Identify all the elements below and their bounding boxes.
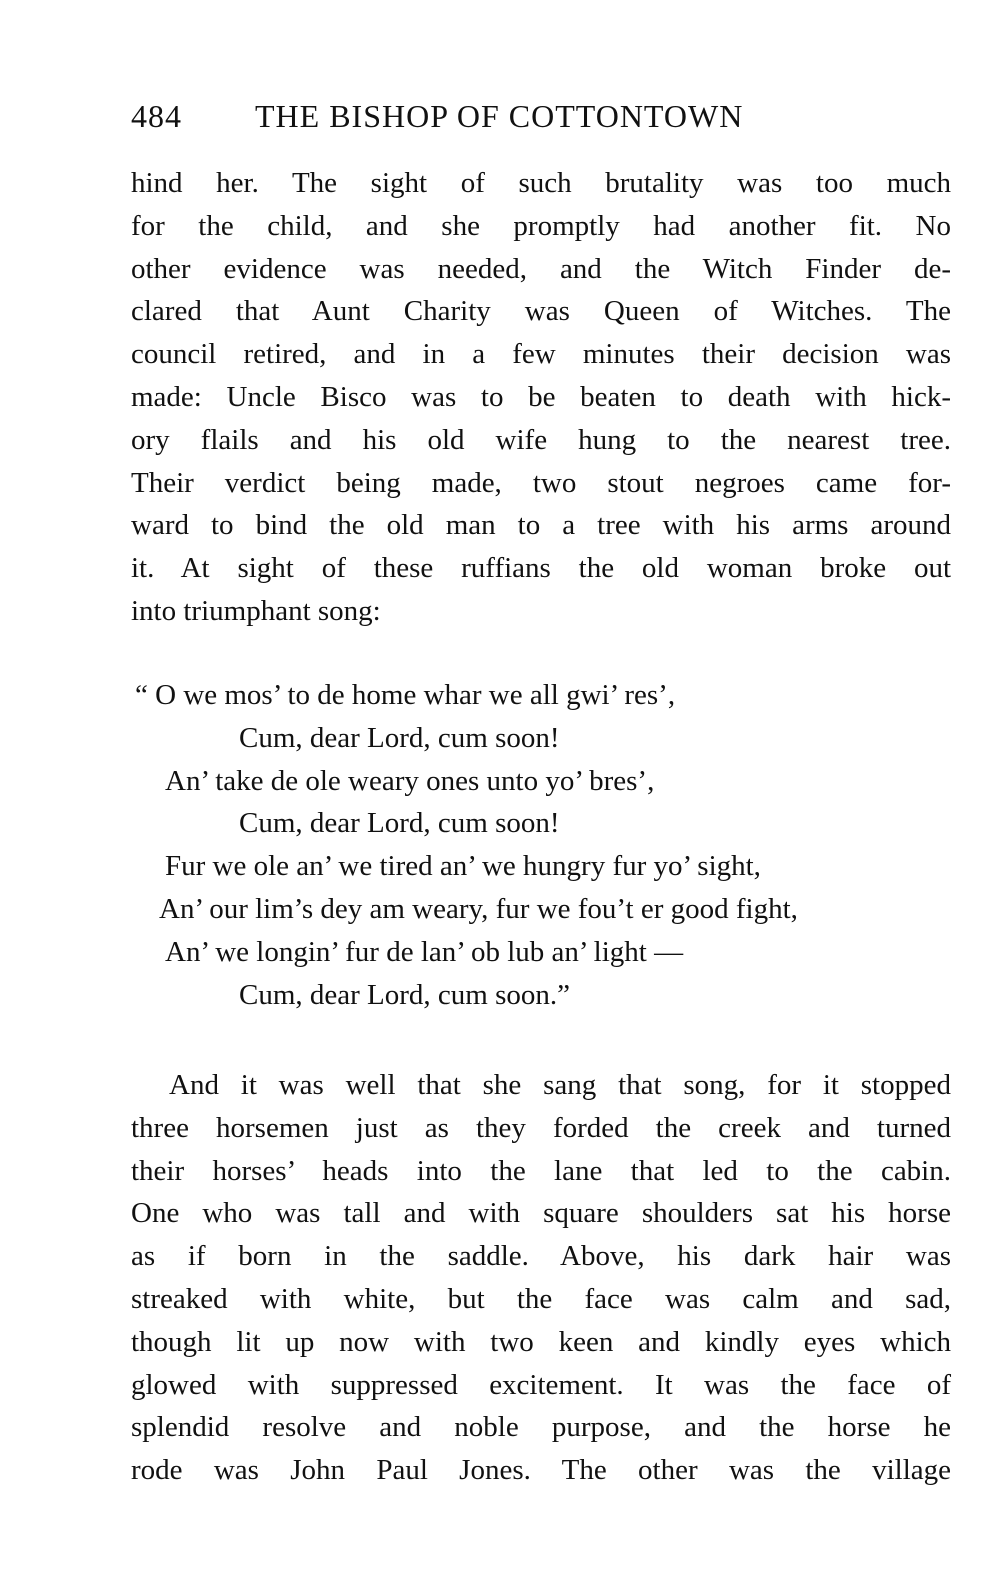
text-line: clared that Aunt Charity was Queen of Witches. The — [131, 295, 951, 328]
paragraph-1 — [131, 162, 951, 633]
running-head — [131, 98, 951, 138]
verse-line: “ O we mos’ to de home whar we all gwi’ res’, — [135, 679, 676, 711]
text-line: hind her. The sight of such brutality was too much — [131, 167, 951, 199]
paragraph-2 — [131, 1064, 951, 1492]
verse-line: An’ we longin’ fur de lan’ ob lub an’ light — — [165, 935, 684, 968]
text-line: splendid resolve and noble purpose, and the horse he — [131, 1411, 951, 1444]
text-line: it. At sight of these ruffians the old woman broke out — [131, 552, 951, 585]
text-line: glowed with suppressed excitement. It was the face of — [131, 1368, 951, 1401]
text-line: their horses’ heads into the lane that led to the cabin. — [131, 1154, 951, 1187]
text-line: though lit up now with two keen and kindly eyes which — [131, 1325, 951, 1358]
text-line: And it was well that she sang that song, for it stopped — [169, 1069, 951, 1101]
text-line: for the child, and she promptly had another fit. No — [131, 209, 951, 242]
verse-line: An’ take de ole weary ones unto yo’ bres’, — [165, 764, 655, 797]
text-line: made: Uncle Bisco was to be beaten to death with hick- — [131, 380, 951, 413]
text-line: One who was tall and with square shoulders sat his horse — [131, 1197, 951, 1230]
text-line: as if born in the saddle. Above, his dark hair was — [131, 1240, 951, 1273]
verse-refrain: Cum, dear Lord, cum soon.” — [239, 978, 571, 1011]
text-line: ward to bind the old man to a tree with his arms around — [131, 509, 951, 542]
song-verse — [135, 674, 955, 1016]
text-line: other evidence was needed, and the Witch Finder de- — [131, 252, 951, 285]
text-line: ory flails and his old wife hung to the nearest tree. — [131, 423, 951, 456]
verse-line: An’ our lim’s dey am weary, fur we fou’t er good fight, — [159, 892, 798, 925]
verse-refrain: Cum, dear Lord, cum soon! — [239, 807, 560, 840]
text-line: council retired, and in a few minutes their decision was — [131, 338, 951, 371]
running-title: THE BISHOP OF COTTONTOWN — [255, 98, 744, 134]
text-line: into triumphant song: — [131, 594, 381, 627]
verse-line: Fur we ole an’ we tired an’ we hungry fur yo’ sight, — [165, 850, 761, 883]
text-line: rode was John Paul Jones. The other was the village — [131, 1454, 951, 1487]
verse-refrain: Cum, dear Lord, cum soon! — [239, 721, 560, 754]
text-line: Their verdict being made, two stout negroes came for- — [131, 466, 951, 499]
text-line: three horsemen just as they forded the creek and turned — [131, 1111, 951, 1144]
page-number: 484 — [131, 98, 182, 134]
text-line: streaked with white, but the face was calm and sad, — [131, 1282, 951, 1315]
